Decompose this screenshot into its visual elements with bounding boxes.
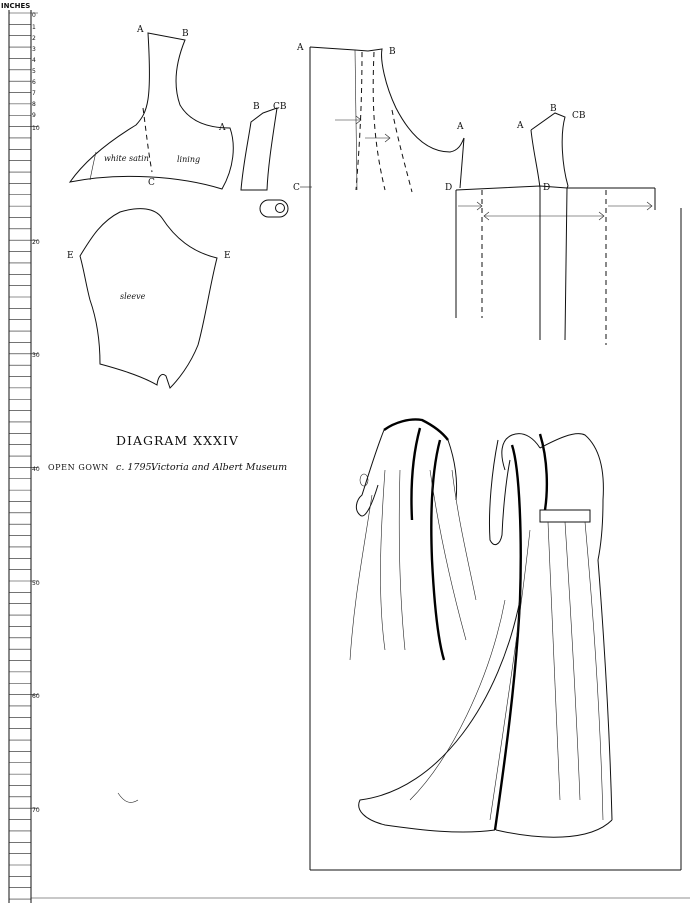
gown-figure-front-icon (359, 434, 612, 838)
label-b-bodice: B (182, 29, 189, 39)
ruler-label-10: 10 (32, 125, 40, 132)
caption-subtitle-museum: Victoria and Albert Museum (151, 462, 288, 473)
ruler-label-6: 6 (32, 79, 36, 86)
ruler-label-40: 40 (32, 466, 40, 473)
label-sleeve: sleeve (120, 292, 146, 301)
ruler-label-3: 3 (32, 46, 36, 53)
ruler-label-7: 7 (32, 90, 36, 97)
caption-subtitle-date: c. 1795. (116, 462, 155, 473)
label-lining: lining (177, 155, 201, 164)
label-d-right: D (543, 183, 551, 193)
gown-figure-back-icon (350, 419, 476, 660)
ruler-label-1: 1 (32, 24, 36, 31)
gown-front-piece (293, 43, 464, 193)
ruler-label-70: 70 (32, 807, 40, 814)
ruler-label-50: 50 (32, 580, 40, 587)
ruler-label-5: 5 (32, 68, 36, 75)
label-white-satin: white satin (104, 154, 149, 163)
label-b-skirt: B (389, 47, 396, 57)
ruler-label-30: 30 (32, 352, 40, 359)
ruler-label-0: 0 (32, 12, 36, 19)
ruler-label-4: 4 (32, 57, 36, 64)
label-cb-back-skirt: CB (572, 111, 586, 121)
caption-title: DIAGRAM XXXIV (116, 433, 239, 448)
bodice-front-piece (70, 25, 233, 189)
label-cb-back: CB (273, 102, 287, 112)
gown-skirt-extension (445, 183, 655, 345)
ruler-label-20: 20 (32, 239, 40, 246)
pencil-mark (118, 793, 138, 802)
label-a-back-skirt: A (517, 121, 524, 131)
inch-ruler (1, 2, 40, 903)
label-e-sleeve-left: E (67, 251, 74, 261)
label-e-sleeve-right: E (224, 251, 231, 261)
label-a-right-skirt: A (457, 122, 464, 132)
ruler-label-8: 8 (32, 101, 36, 108)
ruler-ticks (9, 13, 38, 899)
ruler-label-60: 60 (32, 693, 40, 700)
label-a-skirt: A (297, 43, 304, 53)
label-a-bodice: A (137, 25, 144, 35)
pattern-frame (310, 47, 681, 870)
label-c-bodice: C (148, 178, 155, 188)
gown-back-piece (516, 104, 586, 340)
diagram-caption (48, 433, 287, 473)
sleeve-piece (67, 209, 231, 388)
button-loop-icon (260, 200, 288, 217)
ruler-label-9: 9 (32, 112, 36, 119)
label-a2-bodice: A (219, 123, 226, 133)
label-c-skirt: C (293, 183, 300, 193)
ruler-label-2: 2 (32, 35, 36, 42)
label-b-back-skirt: B (550, 104, 557, 114)
bodice-back-piece (241, 102, 287, 190)
label-b-back: B (253, 102, 260, 112)
caption-subtitle-caps: OPEN GOWN (48, 463, 109, 472)
ruler-unit-label: INCHES (1, 2, 31, 10)
label-d-left: D (445, 183, 453, 193)
